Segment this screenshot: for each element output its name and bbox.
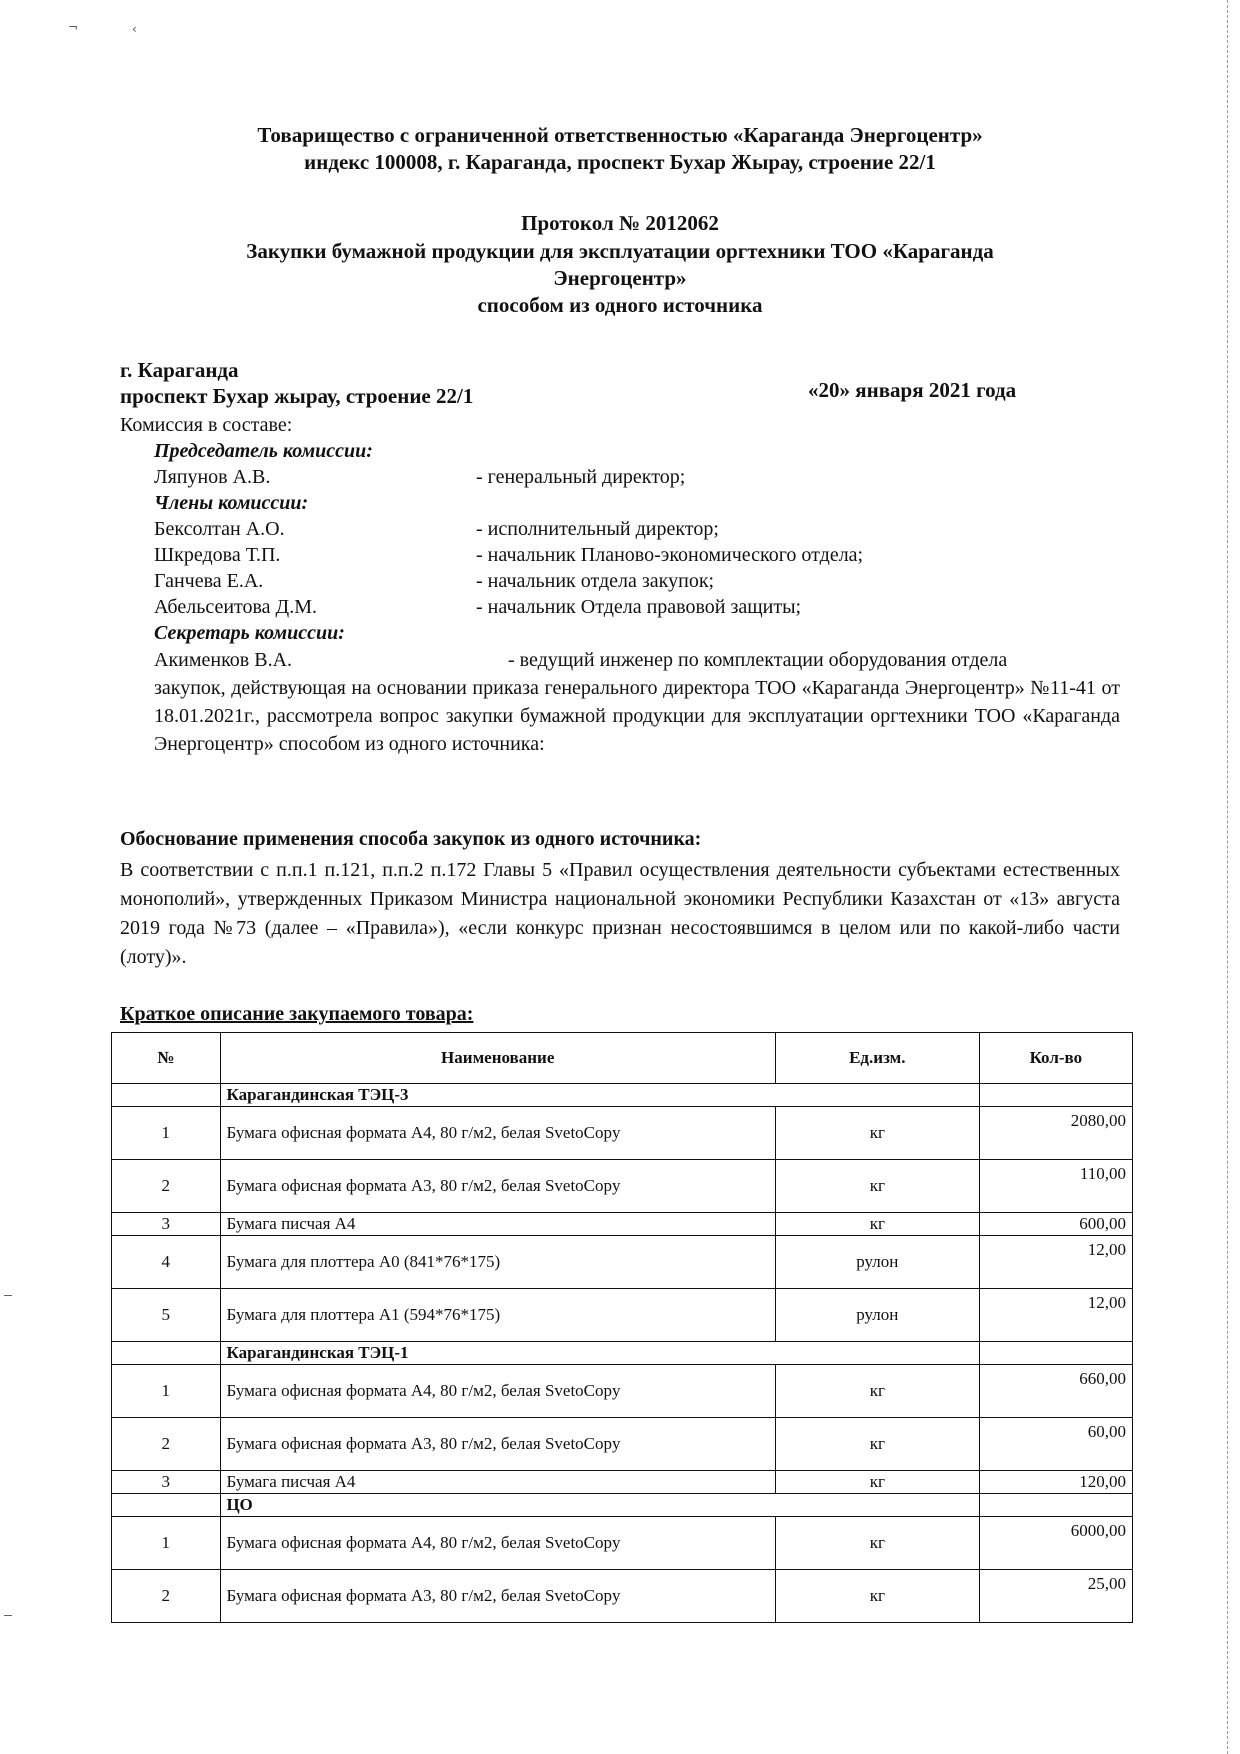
cell-unit: рулон bbox=[775, 1289, 979, 1342]
protocol-date: «20» января 2021 года bbox=[808, 378, 1017, 402]
table-group-row bbox=[112, 1084, 1133, 1107]
scan-mark: ‹ bbox=[132, 22, 137, 36]
protocol-title bbox=[120, 210, 1120, 319]
cell-unit: кг bbox=[775, 1570, 979, 1623]
protocol-subject: Закупки бумажной продукции для эксплуатации оргтехники ТОО «Караганда bbox=[246, 239, 994, 263]
table-row bbox=[112, 1289, 1133, 1342]
cell-qty: 120,00 bbox=[979, 1471, 1132, 1494]
protocol-subject: Энергоцентр» bbox=[553, 266, 687, 290]
commission-intro: Комиссия в составе: bbox=[120, 414, 293, 436]
protocol-subject: способом из одного источника bbox=[477, 293, 763, 317]
member-name: Абельсеитова Д.М. bbox=[154, 596, 317, 618]
member-position: - начальник Планово-экономического отдела; bbox=[476, 544, 864, 566]
cell-name: Бумага для плоттера А0 (841*76*175) bbox=[220, 1236, 775, 1289]
organization-header bbox=[120, 122, 1120, 176]
justification-text: В соответствии с п.п.1 п.121, п.п.2 п.172 Главы 5 «Правил осуществления деятельности субъектами естественных монополий», утвержденных Приказом Министра национальной экономики Республики Казахстан от «13» августа 2019 года №73 (далее – «Правила»), «если конкурс признан несостоявшимся в целом или по какой-либо части (лоту)». bbox=[120, 859, 1120, 968]
cell-name: Бумага офисная формата А3, 80 г/м2, белая SvetoCopy bbox=[220, 1570, 775, 1623]
group-spacer bbox=[112, 1494, 221, 1517]
protocol-number: Протокол № 2012062 bbox=[521, 211, 719, 235]
place-address: проспект Бухар жырау, строение 22/1 bbox=[120, 384, 474, 408]
commission-member bbox=[120, 568, 1120, 594]
table-title: Краткое описание закупаемого товара: bbox=[120, 1003, 474, 1025]
scan-edge-tick bbox=[4, 1615, 12, 1616]
table-group-row bbox=[112, 1342, 1133, 1365]
table-row bbox=[112, 1365, 1133, 1418]
cell-qty: 660,00 bbox=[979, 1365, 1132, 1418]
group-spacer bbox=[112, 1342, 221, 1365]
member-position: - исполнительный директор; bbox=[476, 518, 719, 540]
cell-qty: 25,00 bbox=[979, 1570, 1132, 1623]
group-name: ЦО bbox=[220, 1494, 979, 1517]
table-row bbox=[112, 1107, 1133, 1160]
header-name: Наименование bbox=[220, 1033, 775, 1084]
cell-no: 5 bbox=[112, 1289, 221, 1342]
cell-qty: 6000,00 bbox=[979, 1517, 1132, 1570]
secretary-text: закупок, действующая на основании приказа генерального директора ТОО «Караганда Энергоцентр» №11-41 от 18.01.2021г., рассмотрела вопрос закупки бумажной продукции для эксплуатации оргтехники ТОО «Караганда Энергоцентр» способом из одного источника: bbox=[154, 677, 1120, 755]
cell-name: Бумага офисная формата А3, 80 г/м2, белая SvetoCopy bbox=[220, 1418, 775, 1471]
cell-unit: кг bbox=[775, 1160, 979, 1213]
cell-no: 2 bbox=[112, 1570, 221, 1623]
secretary-role: Секретарь комиссии: bbox=[154, 622, 345, 644]
cell-qty: 12,00 bbox=[979, 1236, 1132, 1289]
cell-name: Бумага офисная формата А4, 80 г/м2, белая SvetoCopy bbox=[220, 1107, 775, 1160]
member-name: Ляпунов А.В. bbox=[154, 466, 271, 488]
header-unit: Ед.изм. bbox=[775, 1033, 979, 1084]
cell-qty: 600,00 bbox=[979, 1213, 1132, 1236]
cell-no: 3 bbox=[112, 1471, 221, 1494]
cell-no: 1 bbox=[112, 1517, 221, 1570]
cell-unit: рулон bbox=[775, 1236, 979, 1289]
commission-member bbox=[120, 542, 1120, 568]
cell-qty: 110,00 bbox=[979, 1160, 1132, 1213]
cell-name: Бумага офисная формата А4, 80 г/м2, белая SvetoCopy bbox=[220, 1517, 775, 1570]
cell-unit: кг bbox=[775, 1418, 979, 1471]
cell-no: 4 bbox=[112, 1236, 221, 1289]
cell-unit: кг bbox=[775, 1107, 979, 1160]
group-name: Карагандинская ТЭЦ-1 bbox=[220, 1342, 979, 1365]
cell-unit: кг bbox=[775, 1365, 979, 1418]
cell-no: 2 bbox=[112, 1160, 221, 1213]
place-city: г. Караганда bbox=[120, 358, 239, 382]
secretary-name: Акименков В.А. bbox=[154, 649, 293, 671]
group-spacer bbox=[979, 1494, 1132, 1517]
commission-member bbox=[120, 464, 1120, 490]
member-position: - генеральный директор; bbox=[476, 466, 686, 488]
cell-unit: кг bbox=[775, 1517, 979, 1570]
chair-role: Председатель комиссии: bbox=[154, 440, 373, 462]
member-position: - начальник отдела закупок; bbox=[476, 570, 715, 592]
table-row bbox=[112, 1517, 1133, 1570]
cell-unit: кг bbox=[775, 1471, 979, 1494]
commission-member bbox=[120, 594, 1120, 620]
cell-no: 1 bbox=[112, 1107, 221, 1160]
organization-name: Товарищество с ограниченной ответственностью «Караганда Энергоцентр» bbox=[257, 123, 983, 147]
cell-qty: 2080,00 bbox=[979, 1107, 1132, 1160]
table-row bbox=[112, 1160, 1133, 1213]
table-row bbox=[112, 1418, 1133, 1471]
cell-name: Бумага писчая А4 bbox=[220, 1213, 775, 1236]
cell-name: Бумага писчая А4 bbox=[220, 1471, 775, 1494]
group-spacer bbox=[112, 1084, 221, 1107]
commission-block bbox=[120, 412, 1120, 758]
header-qty: Кол-во bbox=[979, 1033, 1132, 1084]
cell-no: 2 bbox=[112, 1418, 221, 1471]
member-name: Бексолтан А.О. bbox=[154, 518, 285, 540]
group-name: Карагандинская ТЭЦ-3 bbox=[220, 1084, 979, 1107]
cell-name: Бумага для плоттера А1 (594*76*175) bbox=[220, 1289, 775, 1342]
member-position: - начальник Отдела правовой защиты; bbox=[476, 596, 802, 618]
secretary-first-line bbox=[154, 646, 1120, 674]
group-spacer bbox=[979, 1342, 1132, 1365]
table-row bbox=[112, 1236, 1133, 1289]
cell-unit: кг bbox=[775, 1213, 979, 1236]
scan-edge-tick bbox=[4, 1295, 12, 1296]
table-row bbox=[112, 1213, 1133, 1236]
goods-table bbox=[111, 1032, 1133, 1623]
member-name: Ганчева Е.А. bbox=[154, 570, 264, 592]
cell-no: 1 bbox=[112, 1365, 221, 1418]
table-group-row bbox=[112, 1494, 1133, 1517]
organization-address: индекс 100008, г. Караганда, проспект Бухар Жырау, строение 22/1 bbox=[304, 150, 936, 174]
table-header-row bbox=[112, 1033, 1133, 1084]
secretary-paragraph bbox=[154, 646, 1120, 758]
cell-qty: 60,00 bbox=[979, 1418, 1132, 1471]
cell-name: Бумага офисная формата А3, 80 г/м2, белая SvetoCopy bbox=[220, 1160, 775, 1213]
table-row bbox=[112, 1471, 1133, 1494]
secretary-position: - ведущий инженер по комплектации оборудования отдела bbox=[508, 649, 1008, 671]
justification-title: Обоснование применения способа закупок из одного источника: bbox=[120, 828, 702, 850]
member-name: Шкредова Т.П. bbox=[154, 544, 281, 566]
scan-mark: ¬ bbox=[68, 20, 79, 34]
members-role: Члены комиссии: bbox=[154, 492, 309, 514]
group-spacer bbox=[979, 1084, 1132, 1107]
cell-no: 3 bbox=[112, 1213, 221, 1236]
cell-name: Бумага офисная формата А4, 80 г/м2, белая SvetoCopy bbox=[220, 1365, 775, 1418]
table-row bbox=[112, 1570, 1133, 1623]
cell-qty: 12,00 bbox=[979, 1289, 1132, 1342]
scan-edge bbox=[1226, 0, 1228, 1754]
commission-member bbox=[120, 516, 1120, 542]
header-no: № bbox=[112, 1033, 221, 1084]
